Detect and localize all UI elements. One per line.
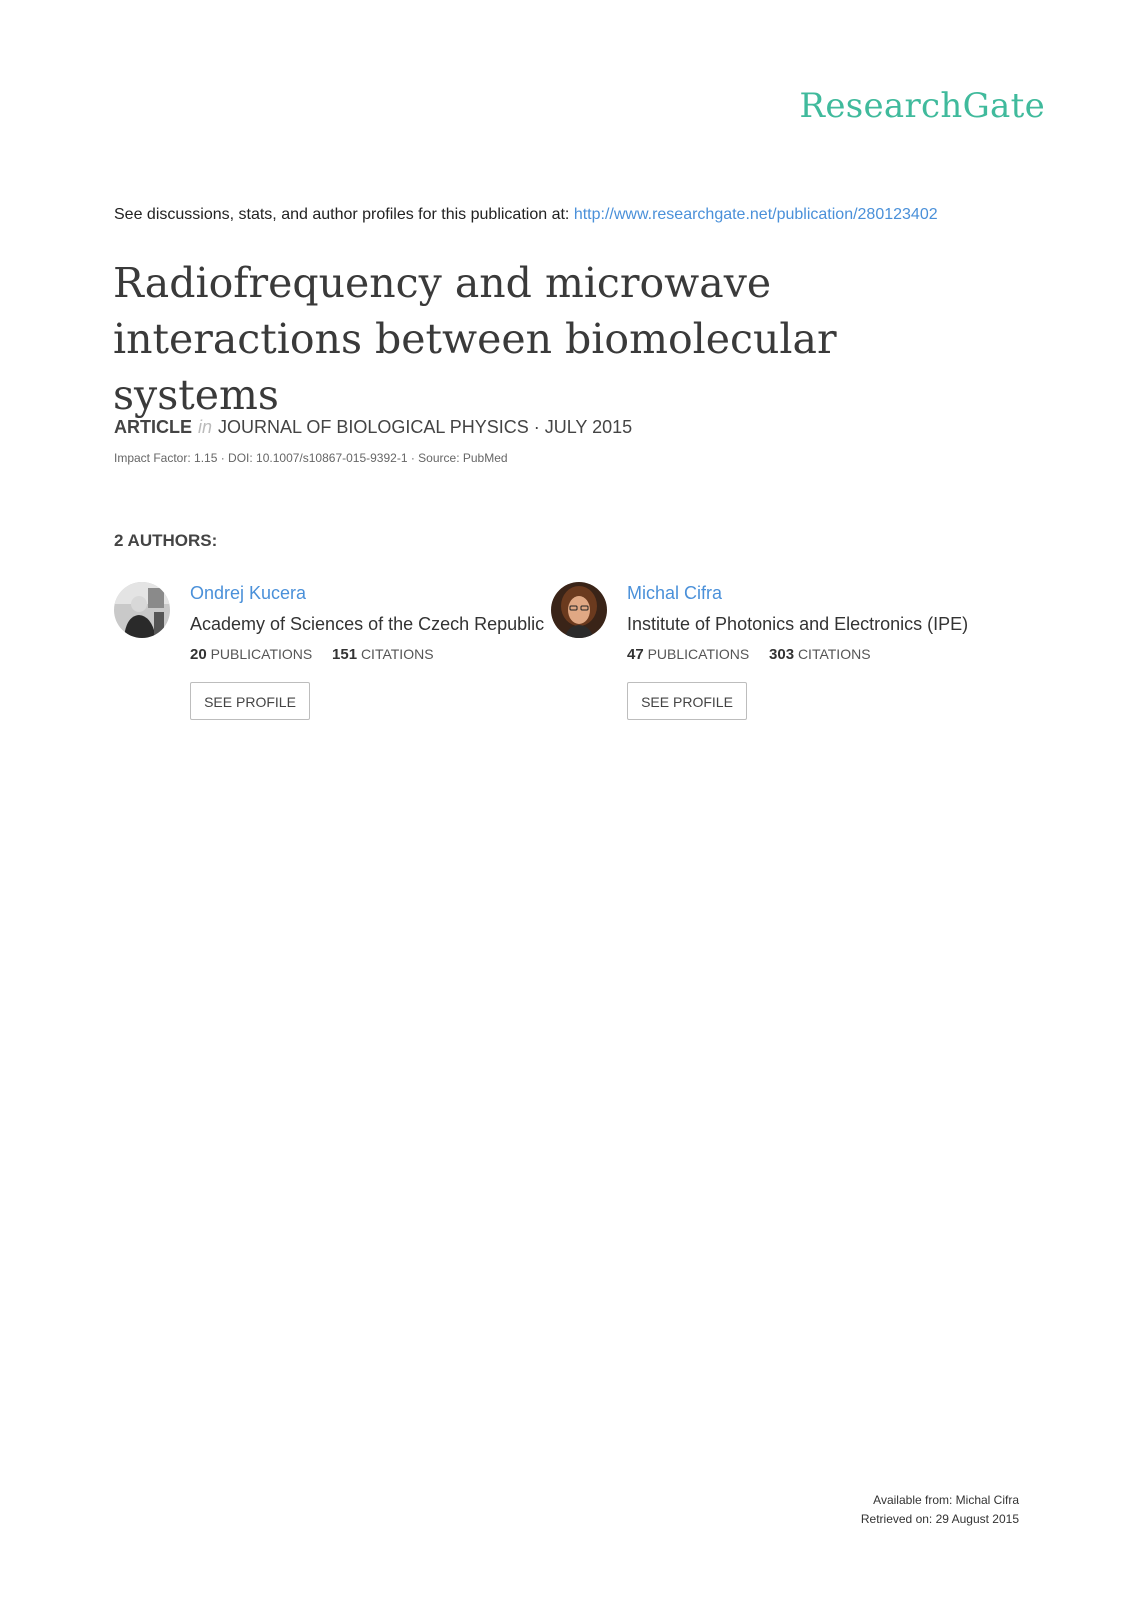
author-name-link[interactable]: Ondrej Kucera	[190, 583, 307, 603]
see-profile-button[interactable]: SEE PROFILE	[190, 682, 310, 720]
publication-link[interactable]: http://www.researchgate.net/publication/280123402	[573, 206, 938, 223]
author-name-link[interactable]: Michal Cifra	[627, 583, 723, 603]
citations-label: CITATIONS	[360, 646, 434, 662]
publications-count: 47	[627, 646, 644, 663]
publications-label: PUBLICATIONS	[647, 646, 750, 662]
author-institution: Academy of Sciences of the Czech Republic	[190, 614, 545, 634]
discussion-prefix: See discussions, stats, and author profiles for this publication at:	[114, 206, 570, 223]
footer-info	[861, 1491, 1019, 1529]
publication-type: ARTICLE	[114, 417, 192, 437]
citations-count: 151	[332, 646, 358, 663]
authors-heading: 2 AUTHORS:	[114, 531, 218, 550]
author-institution: Institute of Photonics and Electronics (IPE)	[627, 614, 969, 634]
author-stats	[190, 646, 570, 663]
publication-title: Radiofrequency and microwave interactions between biomolecular systems	[113, 259, 837, 419]
discussion-line	[114, 206, 938, 224]
available-from: Available from: Michal Cifra	[873, 1493, 1019, 1507]
publication-meta	[114, 417, 632, 438]
publications-label: PUBLICATIONS	[210, 646, 313, 662]
avatar[interactable]	[114, 582, 170, 638]
researchgate-logo[interactable]: ResearchGate	[799, 86, 1045, 126]
impact-line: Impact Factor: 1.15 · DOI: 10.1007/s10867-015-9392-1 · Source: PubMed	[114, 451, 508, 465]
retrieved-on: Retrieved on: 29 August 2015	[860, 1512, 1019, 1526]
publications-count: 20	[190, 646, 207, 663]
citations-count: 303	[769, 646, 795, 663]
citations-label: CITATIONS	[797, 646, 871, 662]
in-label: in	[198, 417, 213, 437]
see-profile-button[interactable]: SEE PROFILE	[627, 682, 747, 720]
avatar[interactable]	[551, 582, 607, 638]
journal-name: JOURNAL OF BIOLOGICAL PHYSICS · JULY 2015	[218, 417, 633, 437]
author-stats	[627, 646, 1007, 663]
